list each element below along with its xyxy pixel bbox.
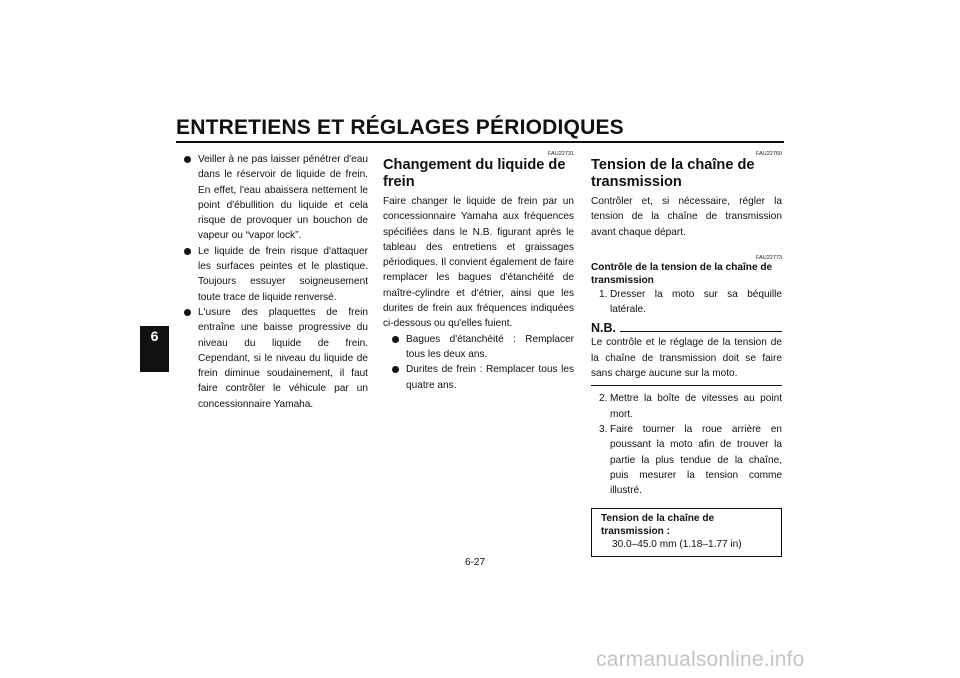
step-item (591, 391, 782, 422)
step-item (591, 422, 782, 498)
bullet-item: Veiller à ne pas laisser pénétrer d'eau dans le réservoir de liquide de frein. En effet, l'eau abaissera nettement le point d'ébullition du liquide et cela risque de provoquer un bouchon de vapeur ou “vapor lock”. (184, 152, 368, 244)
right-column (591, 151, 782, 557)
step-number: 1. (599, 288, 608, 300)
section-heading: Changement du liquide de frein (383, 157, 566, 190)
page-title: ENTRETIENS ET RÉGLAGES PÉRIODIQUES (176, 116, 624, 139)
spec-box (591, 508, 782, 557)
step-text: Dresser la moto sur sa béquille latérale. (610, 288, 782, 316)
left-column (184, 152, 368, 412)
title-rule (176, 141, 784, 143)
step-number: 2. (599, 393, 608, 405)
spec-label: Tension de la chaîne de transmission : (601, 513, 715, 538)
note-text: Le contrôle et le réglage de la tension de la chaîne de transmission doit se faire sans charge aucune sur la moto. (591, 337, 782, 380)
chapter-tab: 6 (140, 326, 169, 372)
bullet-dot-icon (184, 309, 191, 316)
reference-code: FAU22731 (548, 151, 574, 157)
bullet-dot-icon (392, 366, 399, 373)
section-heading: Tension de la chaîne de transmission (591, 157, 755, 190)
bullet-dot-icon (184, 156, 191, 163)
sub-heading: Contrôle de la tension de la chaîne de transmission (591, 261, 773, 286)
bullet-item: Le liquide de frein risque d'attaquer les surfaces peintes et le plastique. Toujours essuyer soigneusement toute trace de liquide renversé. (184, 244, 368, 305)
reference-code: FAU22773 (756, 254, 782, 261)
note-header (591, 321, 782, 335)
bullet-dot-icon (184, 248, 191, 255)
step-number: 3. (599, 423, 608, 435)
bullet-dot-icon (392, 336, 399, 343)
reference-code: FAU22760 (756, 151, 782, 157)
bullet-item: Bagues d'étanchéité : Remplacer tous les deux ans. (392, 332, 574, 363)
middle-column (383, 151, 574, 393)
step-item (591, 287, 782, 318)
step-text: Mettre la boîte de vitesses au point mort. (610, 393, 782, 420)
step-text: Faire tourner la roue arrière en poussant la moto afin de trouver la partie la plus tendue de la chaîne, puis mesurer la tension comme illustré. (610, 423, 782, 497)
note-rule (620, 331, 782, 332)
bullet-item: Durites de frein : Remplacer tous les quatre ans. (392, 362, 574, 393)
page-number: 6-27 (465, 557, 486, 568)
spec-value: 30.0–45.0 mm (1.18–1.77 in) (612, 539, 742, 551)
section-paragraph: Faire changer le liquide de frein par un concessionnaire Yamaha aux fréquences spécifiées dans le N.B. figurant après le tableau des entretiens et graissages périodiques. Il convient également de faire remplacer les bagues d'étanchéité de maître-cylindre et d'étrier, ainsi que les durites de frein aux fréquences indiquées ci-dessous ou qu'elles fuient. (383, 196, 574, 330)
section-paragraph: Contrôler et, si nécessaire, régler la tension de la chaîne de transmission avant chaque départ. (591, 196, 782, 238)
watermark: carmanualsonline.info (596, 648, 805, 671)
note-end-rule (591, 385, 782, 386)
bullet-item: L'usure des plaquettes de frein entraîne une baisse progressive du niveau du liquide de frein. Cependant, si le niveau du liquide de frein diminue soudainement, il faut faire contrôler le véhicule par un concessionnaire Yamaha. (184, 305, 368, 412)
note-label: N.B. (591, 321, 616, 336)
